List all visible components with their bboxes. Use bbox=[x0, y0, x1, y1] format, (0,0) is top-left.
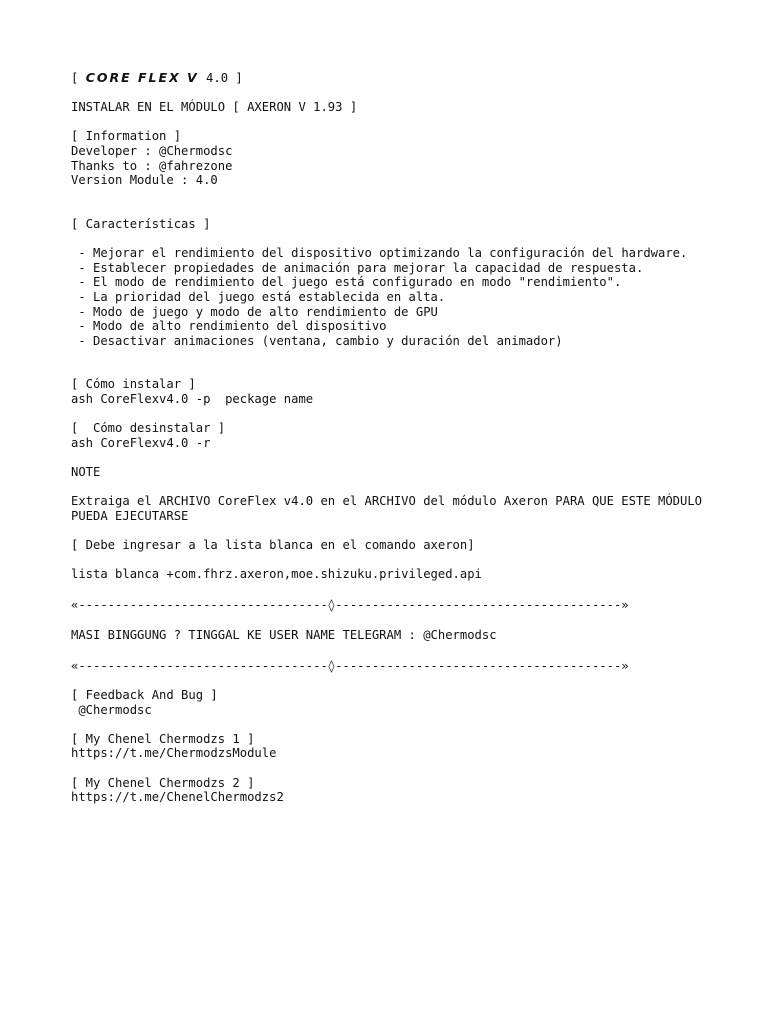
install-target-line: INSTALAR EN EL MÓDULO [ AXERON V 1.93 ] bbox=[71, 100, 358, 115]
title-version: 4.0 ] bbox=[198, 71, 243, 85]
feature-item: - Modo de alto rendimiento del dispositivo bbox=[71, 319, 387, 334]
document-title bbox=[71, 71, 731, 86]
feature-item: - Modo de juego y modo de alto rendimiento de GPU bbox=[71, 304, 438, 319]
telegram-line: MASI BINGGUNG ? TINGGAL KE USER NAME TELEGRAM : @Chermodsc bbox=[71, 627, 497, 642]
version-line: Version Module : 4.0 bbox=[71, 173, 218, 188]
note-header: NOTE bbox=[71, 465, 101, 480]
channel1-url[interactable]: https://t.me/ChermodzsModule bbox=[71, 746, 277, 761]
developer-line: Developer : @Chermodsc bbox=[71, 143, 233, 158]
uninstall-command: ash CoreFlexv4.0 -r bbox=[71, 435, 211, 450]
feature-item: - Establecer propiedades de animación para mejorar la capacidad de respuesta. bbox=[71, 260, 644, 275]
separator-line: «----------------------------------◊---------------------------------------» bbox=[71, 658, 629, 673]
whitelist-notice: [ Debe ingresar a la lista blanca en el comando axeron] bbox=[71, 538, 475, 552]
feature-item: - La prioridad del juego está establecida en alta. bbox=[71, 289, 446, 304]
whitelist-command: lista blanca +com.fhrz.axeron,moe.shizuku.privileged.api bbox=[71, 567, 482, 582]
feature-item: - Mejorar el rendimiento del dispositivo optimizando la configuración del hardware. bbox=[71, 246, 688, 261]
information-header: [ Information ] bbox=[71, 129, 182, 144]
install-header: [ Cómo instalar ] bbox=[71, 377, 196, 392]
uninstall-header: [ Cómo desinstalar ] bbox=[71, 421, 226, 436]
install-command: ash CoreFlexv4.0 -p peckage name bbox=[71, 392, 314, 407]
note-text: Extraiga el ARCHIVO CoreFlex v4.0 en el ARCHIVO del módulo Axeron PARA QUE ESTE MÓDULO PUEDA EJECUTARSE bbox=[71, 494, 710, 523]
feedback-handle: @Chermodsc bbox=[71, 702, 152, 717]
document-page bbox=[71, 71, 731, 805]
features-header: [ Características ] bbox=[71, 216, 211, 231]
feedback-header: [ Feedback And Bug ] bbox=[71, 687, 218, 702]
channel2-url[interactable]: https://t.me/ChenelChermodzs2 bbox=[71, 790, 284, 805]
title-open-bracket: [ bbox=[71, 71, 86, 85]
feature-item: - Desactivar animaciones (ventana, cambio y duración del animador) bbox=[71, 333, 563, 348]
channel1-header: [ My Chenel Chermodzs 1 ] bbox=[71, 731, 255, 746]
channel2-header: [ My Chenel Chermodzs 2 ] bbox=[71, 775, 255, 790]
separator-line: «----------------------------------◊---------------------------------------» bbox=[71, 598, 629, 613]
feature-item: - El modo de rendimiento del juego está configurado en modo "rendimiento". bbox=[71, 275, 622, 290]
thanks-line: Thanks to : @fahrezone bbox=[71, 158, 233, 173]
title-brand: CORE FLEX V bbox=[85, 70, 199, 85]
